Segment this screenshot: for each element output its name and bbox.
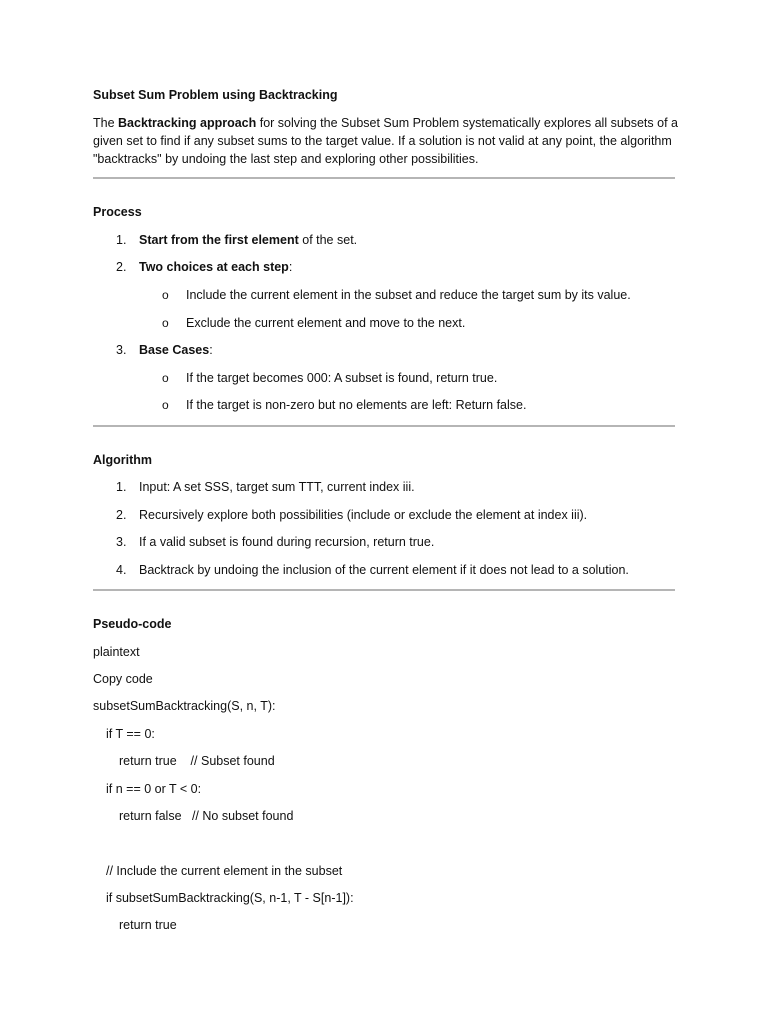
- process-item-rest: of the set.: [298, 233, 358, 247]
- bullet-text: Include the current element in the subset and reduce the target sum by its value.: [186, 288, 631, 302]
- bullet-marker: o: [162, 288, 169, 302]
- bullet-text: Exclude the current element and move to the next.: [186, 316, 466, 330]
- bullet-marker: o: [162, 371, 169, 385]
- list-number: 2.: [116, 260, 127, 274]
- algorithm-item-text: If a valid subset is found during recursion, return true.: [139, 535, 435, 549]
- intro-prefix: The: [93, 116, 119, 130]
- bullet-marker: o: [162, 398, 169, 412]
- process-item-rest: :: [288, 260, 293, 274]
- code-line: return false // No subset found: [119, 809, 294, 823]
- code-line: if subsetSumBacktracking(S, n-1, T - S[n-1]):: [106, 891, 354, 905]
- divider: [93, 589, 675, 591]
- divider: [93, 425, 675, 427]
- intro-rest: for solving the Subset Sum Problem systematically explores all subsets of a given set to find if any subset sums to the target value. If a solution is not valid at any point, the algorithm "backtracks" by undoing the last step and exploring other possibilities.: [93, 116, 678, 166]
- code-line: if T == 0:: [106, 727, 155, 741]
- list-number: 1.: [116, 480, 127, 494]
- code-line: if n == 0 or T < 0:: [106, 782, 202, 796]
- bullet-marker: o: [162, 316, 169, 330]
- algorithm-heading: Algorithm: [93, 453, 153, 467]
- document-title: Subset Sum Problem using Backtracking: [93, 88, 338, 102]
- bullet-text: If the target becomes 000: A subset is found, return true.: [186, 371, 498, 385]
- algorithm-item-text: Recursively explore both possibilities (include or exclude the element at index iii).: [139, 508, 588, 522]
- algorithm-item-text: Input: A set SSS, target sum TTT, current index iii.: [139, 480, 415, 494]
- algorithm-item-text: Backtrack by undoing the inclusion of the current element if it does not lead to a solution.: [139, 563, 629, 577]
- process-heading: Process: [93, 205, 142, 219]
- list-number: 3.: [116, 535, 127, 549]
- divider: [93, 177, 675, 179]
- code-line: return true: [119, 918, 177, 932]
- code-line: subsetSumBacktracking(S, n, T):: [93, 699, 276, 713]
- code-line: return true // Subset found: [119, 754, 275, 768]
- process-item-rest: :: [209, 343, 213, 357]
- pseudocode-heading: Pseudo-code: [93, 617, 172, 631]
- code-line: // Include the current element in the subset: [106, 864, 343, 878]
- bullet-text: If the target is non-zero but no elements are left: Return false.: [186, 398, 527, 412]
- list-number: 2.: [116, 508, 127, 522]
- copy-code-label: Copy code: [93, 672, 153, 686]
- list-number: 4.: [116, 563, 127, 577]
- intro-paragraph: [93, 114, 678, 168]
- list-number: 1.: [116, 233, 127, 247]
- process-item-bold: Two choices at each step: [139, 260, 289, 274]
- list-number: 3.: [116, 343, 127, 357]
- code-language-label: plaintext: [93, 645, 140, 659]
- process-item-bold: Start from the first element: [139, 233, 299, 247]
- intro-bold: Backtracking approach: [118, 116, 257, 130]
- process-item-bold: Base Cases: [139, 343, 210, 357]
